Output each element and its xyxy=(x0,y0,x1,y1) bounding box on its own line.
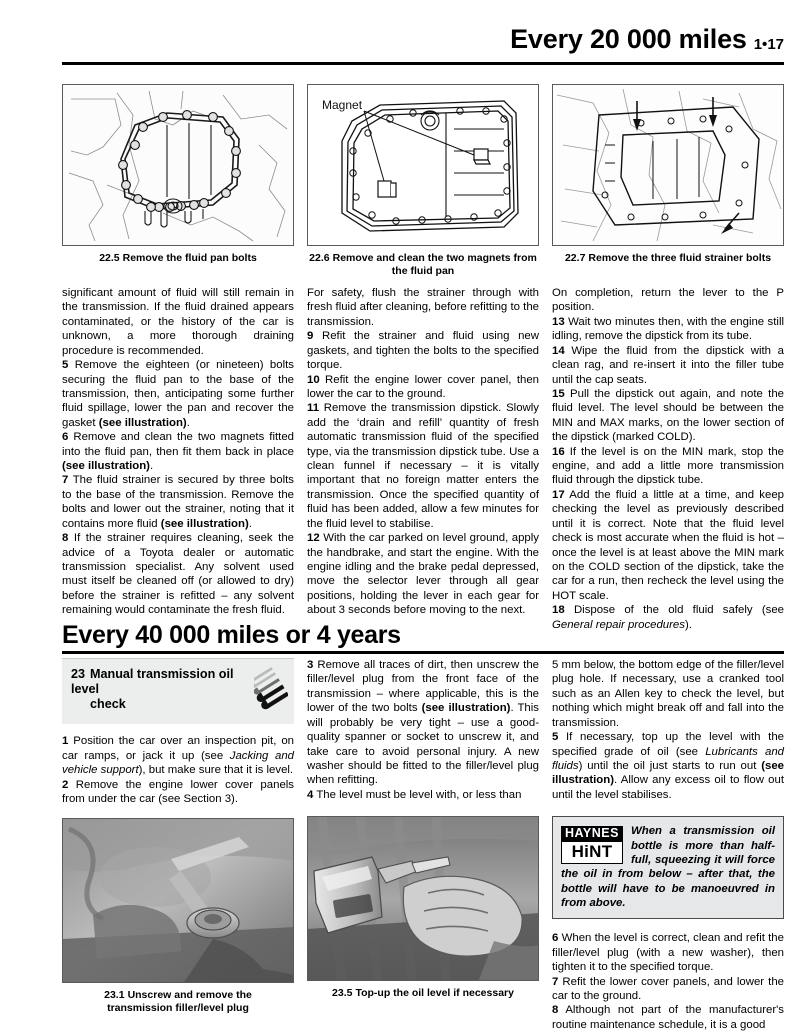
step-number: 7 xyxy=(62,474,69,487)
haynes-logo-bottom: HiNT xyxy=(561,842,623,864)
figure-23-5-number: 23.5 xyxy=(332,987,353,1000)
paragraph-step-11 xyxy=(307,401,539,531)
step-number: 16 xyxy=(552,445,565,458)
figure-22-7 xyxy=(552,84,784,278)
step-number: 2 xyxy=(62,778,69,791)
lower-column-1 xyxy=(62,658,294,1032)
banner-title: Every 40 000 miles or 4 years xyxy=(62,621,401,649)
section-number: 23 xyxy=(71,667,86,681)
cross-reference: General repair procedures xyxy=(552,618,685,631)
step-number: 10 xyxy=(307,373,320,386)
page-title: Every 20 000 miles xyxy=(510,24,747,54)
step-number: 17 xyxy=(552,488,565,501)
paragraph-tail: . xyxy=(248,517,252,530)
figure-22-7-number: 22.7 xyxy=(564,252,586,264)
figure-22-7-text: Remove the three fluid strainer bolts xyxy=(588,252,772,264)
paragraph-text: Wait two minutes then, with the engine still idling, remove the dipstick from its tube. xyxy=(552,315,785,343)
paragraph-step-9 xyxy=(307,329,539,372)
figure-22-5-number: 22.5 xyxy=(99,252,120,264)
paragraph-text: Refit the engine lower cover panel, then lower the car to the ground. xyxy=(307,373,539,400)
header-divider xyxy=(62,62,784,65)
paragraph-continued xyxy=(552,658,784,730)
figure-22-5-caption xyxy=(62,252,294,265)
paragraph-text: significant amount of fluid will still remain in the transmission. If the fluid drained appears contaminated, or the history of the car is unknown, a more thorough draining procedure is recommended. xyxy=(62,287,294,357)
haynes-logo-top: HAYNES xyxy=(561,826,623,842)
step-number: 5 xyxy=(552,731,559,744)
figure-23-1-image xyxy=(62,818,294,983)
paragraph-intro xyxy=(62,286,294,358)
paragraph-step-5 xyxy=(62,358,294,430)
figure-23-1-caption xyxy=(62,989,294,1015)
paragraph-text: Position the car over an inspection pit, on car ramps, or jack it up (see xyxy=(62,735,294,762)
section-title-line1: Manual transmission oil level xyxy=(71,667,234,697)
step-number: 11 xyxy=(307,402,320,415)
step-number: 12 xyxy=(307,532,320,545)
step-number: 18 xyxy=(552,604,565,617)
paragraph-text: On completion, return the lever to the P position. xyxy=(552,287,784,314)
paragraph-tail: . xyxy=(186,416,190,429)
paragraph-text: Wipe the fluid from the dipstick with a clean rag, and re-insert it into the filler tube until the cap seats. xyxy=(552,344,784,386)
paragraph-text: Remove all traces of dirt, then unscrew the filler/level plug from the front face of the transmission – where applicable, this is the lower of the two bolts xyxy=(307,659,540,715)
paragraph-step-10 xyxy=(307,373,539,402)
paragraph-text: Add the fluid a little at a time, and keep checking the level as previously described until it is correct. Note that the fluid level check is most accurate when the fluid is hot – once the level is at least above the MIN mark on the COLD section of the dipstick, take the car for a run, then recheck the level using the HOT scale. xyxy=(552,488,784,602)
paragraph-intro xyxy=(552,286,784,315)
paragraph-step-1 xyxy=(62,734,294,777)
paragraph-text: For safety, flush the strainer through with fresh fluid after cleaning, before refitting to the transmission. xyxy=(307,287,539,328)
paragraph-tail: . xyxy=(149,460,154,473)
paragraph-text: The level must be level with, or less than xyxy=(316,788,522,801)
paragraph-text: Remove the engine lower cover panels from under the car (see Section 3). xyxy=(62,778,295,806)
paragraph-tail: ), but make sure that it is level. xyxy=(138,764,294,777)
step-number: 15 xyxy=(552,387,565,400)
spanner-difficulty-icon xyxy=(254,663,288,719)
figure-22-5 xyxy=(62,84,294,278)
paragraph-text: Although not part of the manufacturer's routine maintenance schedule, it is a good xyxy=(552,1004,784,1031)
figure-22-6 xyxy=(307,84,539,278)
cross-reference: Lubricants and fluids xyxy=(552,745,784,772)
figure-23-5-text-line1: Top-up the oil level if necessary xyxy=(355,987,514,1000)
paragraph-tail: ). xyxy=(684,618,692,631)
paragraph-text: Remove the eighteen (or nineteen) bolts securing the fluid pan to the base of the transmission, then, anticipating some further fluid spillage, lower the pan and recover the gasket xyxy=(62,359,294,429)
paragraph-step-8-lower xyxy=(552,1003,784,1032)
paragraph-text: Remove and clean the two magnets fitted into the fluid pan, then fit them back in place xyxy=(62,431,294,458)
step-number: 3 xyxy=(307,659,314,671)
step-number: 9 xyxy=(307,330,314,343)
step-number: 1 xyxy=(62,735,69,748)
paragraph-step-15 xyxy=(552,387,784,445)
see-illustration-ref: (see illustration) xyxy=(62,460,150,473)
top-illustration-row xyxy=(62,84,784,278)
lower-column-3 xyxy=(552,658,784,1032)
banner-divider xyxy=(62,651,784,654)
cross-reference: Jacking and vehicle support xyxy=(62,749,294,777)
paragraph-step-16 xyxy=(552,445,784,488)
lower-column-2 xyxy=(307,658,539,1032)
step-number: 14 xyxy=(552,344,565,357)
figure-22-5-text: Remove the fluid pan bolts xyxy=(122,252,257,264)
paragraph-text: Pull the dipstick out again, and note the fluid level. The level should be between the MIN and MAX marks, on the lower section of the dipstick (marked COLD). xyxy=(552,387,785,444)
figure-22-5-image xyxy=(62,84,294,246)
paragraph-step-3 xyxy=(307,658,539,788)
paragraph-text: Dispose of the old fluid safely (see xyxy=(573,604,784,617)
page-number: 1•17 xyxy=(753,36,784,53)
paragraph-tail: ) until the oil just starts to run out xyxy=(578,759,762,772)
paragraph-text: If necessary, top up the level with the specified grade of oil (see xyxy=(552,731,784,758)
figure-23-5-caption xyxy=(307,987,539,1000)
paragraph-text: Refit the strainer and fluid using new gaskets, and tighten the bolts to the specified torque. xyxy=(307,330,539,372)
paragraph-step-12 xyxy=(307,531,539,618)
service-interval-banner xyxy=(62,622,784,654)
paragraph-step-17 xyxy=(552,488,784,603)
figure-23-1-number: 23.1 xyxy=(104,989,125,1002)
paragraph-text: 5 mm below, the bottom edge of the filler/level plug hole. If necessary, use a cranked tool such as an Allen key to check the level, but nothing which might break off and fall into the transmission. xyxy=(552,659,784,729)
figure-22-6-text: Remove and clean the two magnets from the fluid pan xyxy=(332,252,537,277)
paragraph-step-7 xyxy=(62,473,294,531)
paragraph-text: If the strainer requires cleaning, seek the advice of a Toyota dealer or automatic transmission specialist. Any solvent used must itself be cleaned off (or allowed to dry) before the strainer is refitted – any solvent remaining would contaminate the fresh fluid. xyxy=(62,532,295,617)
magnet-label: Magnet xyxy=(322,98,363,112)
step-number: 4 xyxy=(307,788,314,801)
paragraph-step-8 xyxy=(62,531,294,618)
step-number: 7 xyxy=(552,975,559,988)
paragraph-tail-2: . Allow any excess oil to flow out until the level stabilises. xyxy=(552,774,784,801)
step-number: 8 xyxy=(62,532,69,545)
section-title-line2: check xyxy=(90,697,126,712)
lower-column-1-text xyxy=(62,734,294,806)
haynes-hint-text: When a transmission oil bottle is more than half-full, squeezing it will force the oil in from below – after that, the bottle will have to be manoeuvred in from above. xyxy=(561,825,775,910)
paragraph-text: With the car parked on level ground, apply the handbrake, and start the engine. With the engine idling and the brake pedal depressed, move the selector lever through all gear positions, holding the lever in each gear for about 3 seconds before moving to the next. xyxy=(307,532,539,617)
see-illustration-ref: (see illustration) xyxy=(160,517,249,530)
page-header xyxy=(62,26,784,53)
figure-22-7-image xyxy=(552,84,784,246)
figure-23-1-text-line1: Unscrew and remove the xyxy=(127,989,252,1002)
figure-22-6-caption xyxy=(307,252,539,278)
paragraph-step-2 xyxy=(62,778,294,807)
figure-23-5-image xyxy=(307,816,539,981)
see-illustration-ref: (see illustration) xyxy=(421,702,511,715)
paragraph-intro xyxy=(307,286,539,329)
column-2 xyxy=(307,286,539,632)
paragraph-text: The fluid strainer is secured by three bolts to the base of the transmission. Remove the bolts and lower out the strainer, noting that it contains more fluid xyxy=(62,474,294,530)
paragraph-text: Refit the lower cover panels, and lower the car to the ground. xyxy=(552,975,784,1003)
figure-22-6-image xyxy=(307,84,539,246)
lower-content-columns xyxy=(62,658,784,1032)
paragraph-step-6-lower xyxy=(552,931,784,974)
paragraph-step-5-lower xyxy=(552,730,784,802)
haynes-hint-box xyxy=(552,816,784,919)
see-illustration-ref: (see illustration) xyxy=(98,416,187,429)
paragraph-step-13 xyxy=(552,315,784,344)
column-3 xyxy=(552,286,784,632)
see-illustration-ref: (see illustration) xyxy=(552,759,784,787)
paragraph-step-14 xyxy=(552,344,784,387)
step-number: 5 xyxy=(62,359,69,372)
section-heading xyxy=(71,667,253,712)
paragraph-text: When the level is correct, clean and refit the filler/level plug (with a new washer), then tighten it to the specified torque. xyxy=(552,932,784,974)
paragraph-step-6 xyxy=(62,430,294,473)
upper-text-columns xyxy=(62,286,784,632)
figure-22-6-number: 22.6 xyxy=(309,252,330,264)
haynes-hint-logo xyxy=(561,826,623,863)
section-header-box xyxy=(62,658,294,724)
step-number: 6 xyxy=(552,932,559,945)
figure-23-1-text-line2: transmission filler/level plug xyxy=(107,1002,249,1015)
paragraph-step-7-lower xyxy=(552,975,784,1004)
paragraph-step-4 xyxy=(307,788,539,802)
lower-column-3-tail-text xyxy=(552,931,784,1032)
paragraph-text: If the level is on the MIN mark, stop the engine, and add a little more transmission fluid through the dipstick tube. xyxy=(552,445,784,487)
paragraph-tail: . This will probably be very tight – use a good-quality spanner or socket to unscrew it, and take care to avoid personal injury. A new washer should be fitted to the filler/level plug when refitting. xyxy=(307,702,539,787)
figure-22-7-caption xyxy=(552,252,784,265)
step-number: 8 xyxy=(552,1004,559,1017)
step-number: 13 xyxy=(552,315,565,328)
column-1 xyxy=(62,286,294,632)
paragraph-text: Remove the transmission dipstick. Slowly add the ‘drain and refill’ quantity of fresh automatic transmission fluid of the specified type, via the transmission dipstick tube. Use a clean funnel if necessary – it is vitally important that no foreign matter enters the transmission. Once the specified quantity of fluid has been added, allow a few minutes for the fluid level to stabilise. xyxy=(307,402,539,530)
step-number: 6 xyxy=(62,431,69,444)
